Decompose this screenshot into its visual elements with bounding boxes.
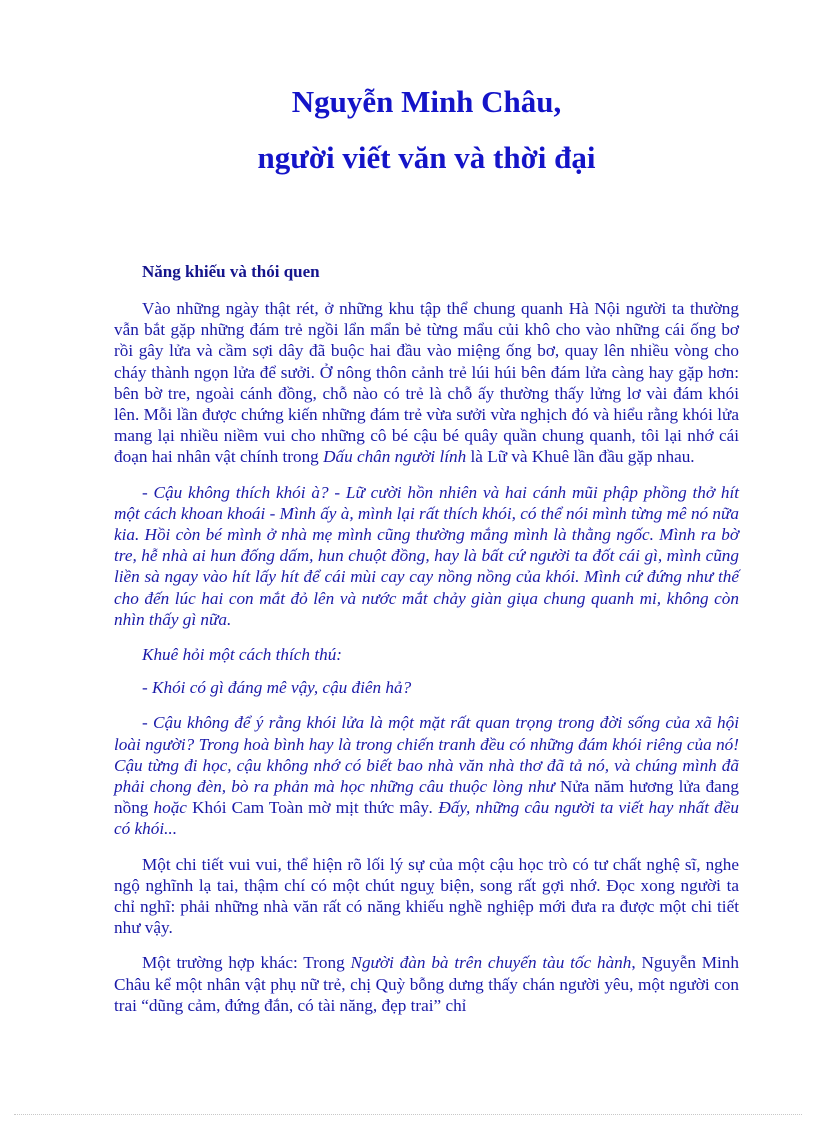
quote-roman-1: Nửa năm hương lửa đang nồng — [114, 777, 739, 818]
section-heading: Năng khiếu và thói quen — [142, 262, 320, 281]
paragraph-4-dialogue: - Khói có gì đáng mê vậy, cậu điên hả? — [142, 678, 412, 698]
paragraph-5-dialogue: - Cậu không để ý rằng khói lửa là một mặt rất quan trọng trong đời sống của xã hội loài người? Trong hoà bình hay là trong chiến tranh đều có những đám khói riêng của nó! Cậu từng đi học, cậu không nhớ có biết bao nhà văn nhà thơ đã tả nó, và chúng mình đã phải chong đèn, bò ra phản mà học những câu thuộc lòng như Nửa năm hương lửa đang nồng hoặc Khói Cam Toàn mờ mịt thức mây. Đấy, những câu người ta viết hay nhất đều có khói... — [114, 713, 739, 839]
title-line-2: người viết văn và thời đại — [257, 140, 596, 175]
paragraph-7: Một trường hợp khác: Trong Người đàn bà trên chuyến tàu tốc hành, Nguyễn Minh Châu kể một nhân vật phụ nữ trẻ, chị Quỳ bỗng dưng thấy chán người yêu, một người con trai “dũng cảm, đứng đắn, có tài năng, đẹp trai” chỉ — [114, 953, 739, 1015]
quote-roman-2: Khói Cam Toàn mờ mịt thức mây — [192, 798, 429, 818]
paragraph-1: Vào những ngày thật rét, ở những khu tập thể chung quanh Hà Nội người ta thường vẫn bắt gặp những đám trẻ ngồi lẩn mẩn bẻ từng mẩu củi khô cho vào những cái ống bơ rồi gây lửa và cầm sợi dây đã buộc hai đầu vào miệng ống bơ, quay lên nhiều vòng cho cháy thành ngọn lửa để sưởi. Ở nông thôn cảnh trẻ lúi húi bên đám lửa càng hay gặp hơn: bên bờ tre, ngoài cánh đồng, chỗ nào có trẻ là chỗ ấy thường thấy lửng lơ vài đám khói lên. Mỗi lần được chứng kiến những đám trẻ vừa sưởi vừa nghịch đó và hiểu rằng khói lửa mang lại nhiều niềm vui cho những cô bé cậu bé quây quần chung quanh, tôi lại nhớ cái đoạn hai nhân vật chính trong Dấu chân người lính là Lữ và Khuê lần đầu gặp nhau. — [114, 299, 739, 467]
paragraph-2-dialogue: - Cậu không thích khói à? - Lữ cười hồn nhiên và hai cánh mũi phập phồng thở hít một cách khoan khoái - Mình ấy à, mình lại rất thích khói, có thể nói mình từng mê nó nữa kia. Hồi còn bé mình ở nhà mẹ mình cũng thường mắng mình là thằng ngốc. Mình ra bờ tre, hễ nhà ai hun đống dấm, hun chuột đồng, hay là bất cứ người ta đốt cái gì, mình cũng liền sà ngay vào hít lấy hít để cái mùi cay cay nồng nồng của khói. Mình cứ đứng như thế cho đến lúc hai con mắt đỏ lên và nước mắt chảy giàn giụa chung quanh mi, không còn nhìn thấy gì nữa. — [114, 482, 739, 629]
document-page — [114, 74, 739, 1016]
page-bottom-divider — [14, 1114, 802, 1115]
paragraph-3-dialogue: Khuê hỏi một cách thích thú: — [142, 645, 343, 665]
book-title-italic: Dấu chân người lính — [323, 447, 467, 467]
page-title — [114, 74, 739, 186]
paragraph-6: Một chi tiết vui vui, thể hiện rõ lối lý sự của một cậu học trò có tư chất nghệ sĩ, nghe ngộ nghĩnh lạ tai, thậm chí có một chút nguỵ biện, song rất gợi nhớ. Đọc xong người ta chỉ nghĩ: phải những nhà văn rất có năng khiếu nghề nghiệp mới đưa ra được một chi tiết như vậy. — [114, 854, 739, 938]
story-title-italic: Người đàn bà trên chuyến tàu tốc hành — [350, 953, 632, 973]
title-line-1: Nguyễn Minh Châu, — [291, 84, 562, 119]
